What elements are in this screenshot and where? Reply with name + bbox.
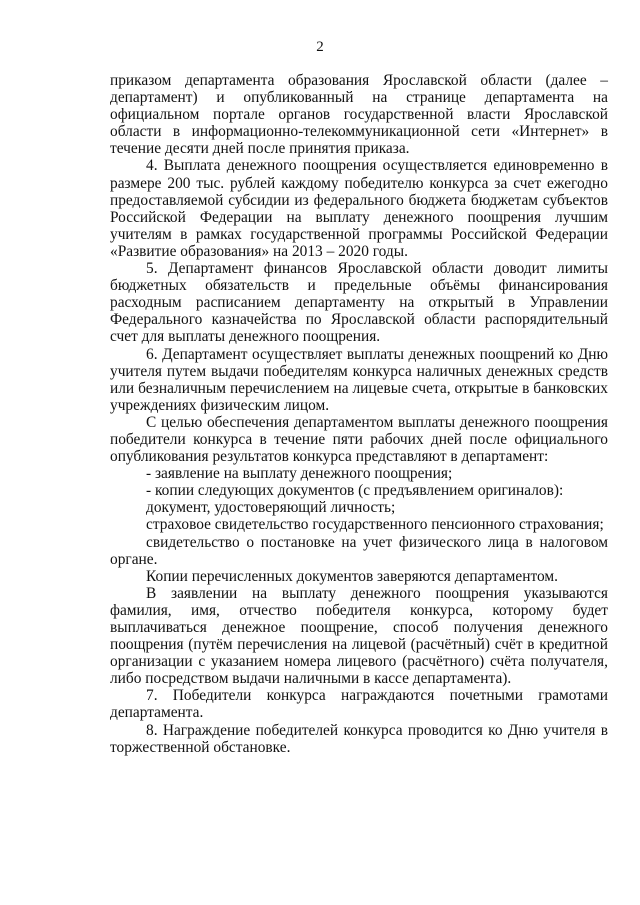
paragraph-item-7: 7. Победители конкурса награждаются почетными грамотами департамента. — [110, 687, 608, 722]
list-item-pension-certificate: страховое свидетельство государственного пенсионного страхования; — [146, 516, 604, 534]
paragraph-item-4: 4. Выплата денежного поощрения осуществляется единовременно в размере 200 тыс. рублей каждому победителю конкурса за счет ежегодно предоставляемой субсидии из федерального бюджета бюджетам субъектов Российской Федерации на выплату денежного поощрения лучшим учителям в рамках государственной программы Российской Федерации «Развитие образования» на 2013 – 2020 годы. — [110, 157, 608, 260]
paragraph-documents-intro: С целью обеспечения департаментом выплаты денежного поощрения победители конкурса в течение пяти рабочих дней после официального опубликования результатов конкурса представляют в департамент: — [110, 413, 608, 466]
paragraph-copies-certified: Копии перечисленных документов заверяются департаментом. — [146, 567, 558, 585]
list-item-identity-document: документ, удостоверяющий личность; — [146, 499, 396, 517]
paragraph-item-8: 8. Награждение победителей конкурса проводится ко Дню учителя в торжественной обстановке. — [110, 721, 608, 756]
list-item-tax-certificate: свидетельство о постановке на учет физического лица в налоговом органе. — [110, 533, 608, 568]
document-body — [110, 72, 608, 756]
paragraph-continuation: приказом департамента образования Ярославской области (далее – департамент) и опубликованный на странице департамента на официальном портале органов государственной власти Ярославской области в информационно-телекоммуникационной сети «Интернет» в течение десяти дней после принятия приказа. — [110, 72, 608, 158]
page-number: 2 — [316, 39, 324, 55]
list-item-application: - заявление на выплату денежного поощрения; — [146, 465, 453, 483]
paragraph-application-contents: В заявлении на выплату денежного поощрения указываются фамилия, имя, отчество победителя конкурса, которому будет выплачиваться денежное поощрение, способ получения денежного поощрения (путём перечисления на лицевой (расчётный) счёт в кредитной организации с указанием номера лицевого (расчётного) счёта получателя, либо посредством выдачи наличными в кассе департамента). — [110, 584, 608, 688]
list-item-copies: - копии следующих документов (с предъявлением оригиналов): — [146, 482, 564, 500]
paragraph-item-6: 6. Департамент осуществляет выплаты денежных поощрений ко Дню учителя путем выдачи победителям конкурса наличных денежных средств или безналичным перечислением на лицевые счета, открытые в банковских учреждениях физическим лицом. — [110, 345, 608, 414]
paragraph-item-5: 5. Департамент финансов Ярославской области доводит лимиты бюджетных обязательств и предельные объёмы финансирования расходным расписанием департаменту на открытый в Управлении Федерального казначейства по Ярославской области распорядительный счет для выплаты денежного поощрения. — [110, 260, 608, 346]
